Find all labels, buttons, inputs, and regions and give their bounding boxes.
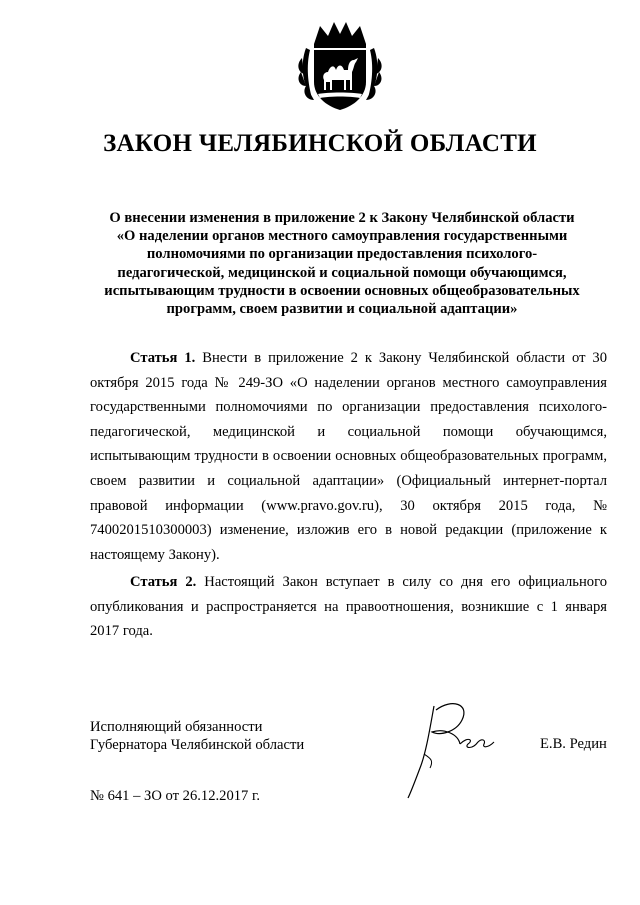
signer-name: Е.В. Редин [540,736,607,752]
article-2-label: Статья 2. [130,574,197,590]
article-1-text: Внести в приложение 2 к Закону Челябинской области от 30 октября 2015 года № 249-ЗО «О наделении органов местного самоуправления государственными полномочиями по организации предоставления психолого-педагогической, медицинской и социальной помощи обучающимся, испытывающим трудности в освоении основных общеобразовательных программ, своем развитии и социальной адаптации» (Официальный интернет-портал правовой информации (www.pravo.gov.ru), 30 октября 2015 года, № 7400201510300003) изменение, изложив его в новой редакции (приложение к настоящему Закону). [90,350,607,563]
article-2 [90,570,607,644]
document-number-date: № 641 – ЗО от 26.12.2017 г. [90,788,260,804]
signer-line-1: Исполняющий обязанности [90,719,263,735]
coat-of-arms-icon [292,14,388,114]
signer-line-2: Губернатора Челябинской области [90,736,305,753]
law-subtitle: О внесении изменения в приложение 2 к Закону Челябинской области «О наделении органов местного самоуправления государственными полномочиями по организации предоставления психолого-педагогической, медицинской и социальной помощи обучающимся, испытывающим трудности в освоении основных общеобразовательных программ, своем развитии и социальной адаптации» [104,210,580,318]
law-title: ЗАКОН ЧЕЛЯБИНСКОЙ ОБЛАСТИ [103,130,537,157]
handwritten-signature [400,698,500,803]
signer-title [90,719,304,754]
article-2-text: Настоящий Закон вступает в силу со дня его официального опубликования и распространяется на правоотношения, возникшие с 1 января 2017 года. [90,574,607,640]
article-1-label: Статья 1. [130,350,196,366]
article-1 [90,346,607,567]
